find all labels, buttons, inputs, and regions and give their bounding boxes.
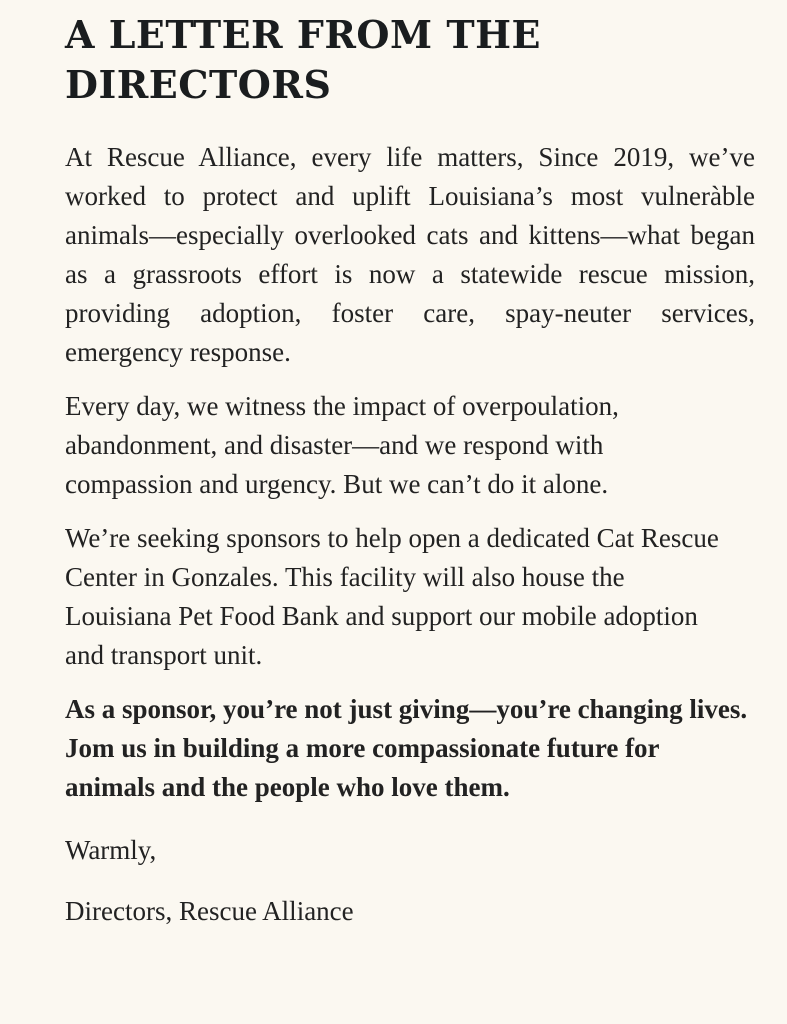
page-title: A LETTER FROM THE DIRECTORS (65, 12, 541, 107)
signature: Directors, Rescue Alliance (65, 896, 354, 926)
call-to-action-paragraph: As a sponsor, you’re not just giving—you’re changing lives. Jom us in building a more compassionate future for animals and the people who love them. (65, 694, 748, 802)
closing-salutation: Warmly, (65, 835, 157, 865)
impact-paragraph: Every day, we witness the impact of overpoulation, abandonment, and disaster—and we respond with compassion and urgency. But we can’t do it alone. (65, 391, 619, 499)
intro-paragraph: At Rescue Alliance, every life matters, Since 2019, we’ve worked to protect and uplift Louisiana’s most vulneràble animals—especially overlooked cats and kittens—what began as a grassroots effort is now a statewide rescue mission, providing adoption, foster care, spay-neuter services, emergency response. (65, 142, 755, 367)
sponsors-paragraph: We’re seeking sponsors to help open a dedicated Cat Rescue Center in Gonzales. This facility will also house the Louisiana Pet Food Bank and support our mobile adoption and transport unit. (65, 523, 719, 670)
